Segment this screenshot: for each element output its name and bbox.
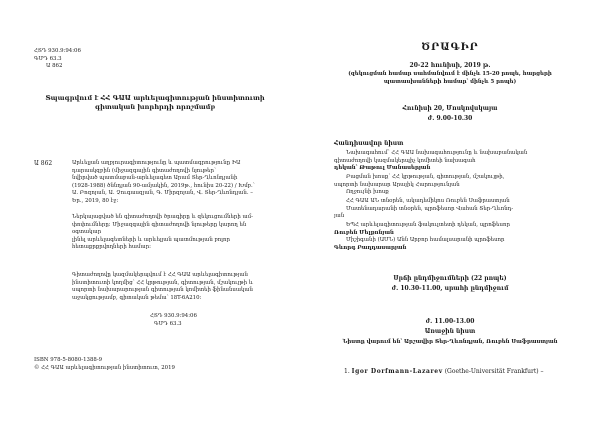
speech-block	[334, 198, 574, 221]
other-line: ԵՊՀ արևելագիտության ֆակուլտետի դեկան, պրոֆեսոր	[346, 222, 510, 228]
isbn-block	[34, 357, 175, 372]
speech-line: Մատենադարանի տնօրեն, պրոֆեսոր Վահան Տեր-Ղևոնդ-	[346, 205, 514, 212]
format-note	[310, 71, 590, 86]
abstract-line: փոփումները: Միջազգային գիտաժողովի նյութերը կարող են օգտակար	[72, 221, 247, 235]
speaker-affiliation: (Goethe-Universität Frankfurt) –	[444, 368, 544, 375]
funding-line: ինստիտուտի կողմից՝ ՀՀ կրթության, գիտության, մշակույթի և	[72, 279, 254, 286]
copyright: © ՀՀ ԳԱԱ արևելագիտության ինստիտուտ, 2019	[34, 364, 175, 371]
day-heading: Հունիսի 20, Մոսկովսկայա	[402, 105, 498, 112]
udc-code: ՀՏԴ 930.9:94:06	[34, 48, 81, 54]
welcome-line: Ողջույնի խոսք	[346, 189, 389, 195]
other-speakers	[334, 222, 574, 252]
program-date: 20-22 հունիսի, 2019 թ.	[409, 62, 491, 69]
break-title: Սրճի ընդմիջումների (22 րոպե)	[393, 275, 507, 282]
session-title: Առաջին նիստ	[424, 328, 476, 335]
speaker-number: 1.	[344, 368, 350, 375]
catalog-line: (1928-1988) ծննդյան 90-ամյակին, 2019թ., հունիս 20-22) / Խմբ.՝	[72, 182, 255, 189]
session-chairs: Նիստը վարում են՝ Արշավիր Տեր-Ղևոնդյան, Ռուբեն Սաֆրաստյան	[342, 339, 558, 345]
catalog-line: Արևելյան աղբյուրագիտությունը և պատմագրությունը ԻԱ	[72, 160, 241, 166]
catalog-line: Ա. Բոզոյան, Ա. Չուգասզյան, Գ. Միրզոյան, Վ. Տեր-Ղևոնդյան. –	[72, 190, 253, 196]
publisher-decision: Տպագրվում է ՀՀ ԳԱԱ արևելագիտության ինստիտուտի գիտական խորհրդի որոշմամբ	[45, 94, 265, 111]
funding-line: աջակցությամբ, գիտական թեմա՝ 18T-6A210:	[72, 294, 202, 301]
funding-note	[72, 272, 276, 302]
right-page	[300, 0, 600, 425]
speaker-name: Igor Dorfmann-Lazarev	[351, 368, 443, 375]
catalog-code: Ա 862	[34, 160, 53, 167]
other-line: Ռուբեն Մելքոնյան	[334, 229, 394, 236]
opening-line: Նախագահում՝ ՀՀ ԳԱԱ նախագահությունը և նախաբանական	[346, 150, 528, 156]
funding-line: Գիտաժողովը կազմակերպվում է ՀՀ ԳԱԱ արևելագիտության	[72, 272, 248, 278]
speech-line: յան	[334, 213, 345, 219]
welcome-line: սպորտի նախարար Արայիկ Հարությունյան	[334, 181, 460, 188]
abstract-line: Ներկայացված են գիտաժողովի ծրագիրը և զեկուցումների ամ-	[72, 214, 253, 220]
other-line: Գևորգ Բաղդասարյան	[334, 244, 407, 251]
opening-chair	[334, 150, 574, 173]
catalog-entry	[72, 160, 276, 205]
session-time: ժ. 11.00-13.00	[425, 318, 475, 325]
break-time: ժ. 10.30-11.00, սրահի ընդմիջում	[391, 285, 509, 292]
speech-line: ՀՀ ԳԱԱ ԱՆ տնօրեն, ակադեմիկոս Ռուբեն Սաֆրաստյան	[346, 198, 510, 204]
opening-time: ժ. 9.00-10.30	[427, 115, 473, 122]
program-heading: ԾՐԱԳԻՐ	[421, 42, 479, 53]
speaker-entry	[344, 368, 594, 376]
bottom-bbk: ԳՄԴ 63.3	[154, 320, 182, 327]
isbn: ISBN 978-5-8080-1388-9	[34, 357, 103, 363]
funding-line: սպորտի նախարարության գիտության կոմիտեի ֆինանսական	[72, 287, 253, 293]
abstract	[72, 214, 276, 252]
welcome-block	[334, 174, 574, 197]
classification-block	[34, 48, 81, 71]
catalog-line: դարասկզբին (միջազգային գիտաժողովի նյութեր՝	[72, 167, 216, 174]
opening-line: գիտաժողովի կազմակերպիչ կոմիտեի նախագահ	[334, 157, 476, 164]
other-line: Միշիգանի (ԱՄՆ) Անն Արբոր համալսարանի պրոֆեսոր	[346, 237, 505, 243]
catalog-line: նվիրված պատմաբան-արևելագետ Արամ Տեր-Ղևոնդյանի	[72, 175, 238, 181]
welcome-line: Բացման խոսք՝ ՀՀ կրթության, գիտության, մշակույթի,	[346, 174, 505, 180]
catalog-line: Եր., 2019, 80 էջ:	[72, 197, 119, 204]
format-note-line: պատասխանների համար՝ մինչև 5 րոպե)	[383, 78, 517, 85]
bottom-classification	[150, 313, 197, 328]
author-mark: Ա 862	[46, 63, 63, 69]
bbk-code: ԳՄԴ 63.3	[34, 55, 62, 62]
abstract-line: հետաքրքրվողների համար:	[72, 244, 151, 250]
opening-session-title: Հանդիսավոր նիստ	[334, 140, 404, 147]
opening-line: դեկան՝ Թաթուլ Մանասերյան	[334, 165, 431, 171]
bottom-udc: ՀՏԴ 930.9:94:06	[150, 313, 197, 319]
format-note-line: (զեկուցման համար սահմանվում է մինչև 15-20 րոպե, հարցերի	[348, 71, 552, 77]
abstract-line: լինել արևելագետների և արևելյան պատմության բոլոր	[72, 236, 230, 243]
